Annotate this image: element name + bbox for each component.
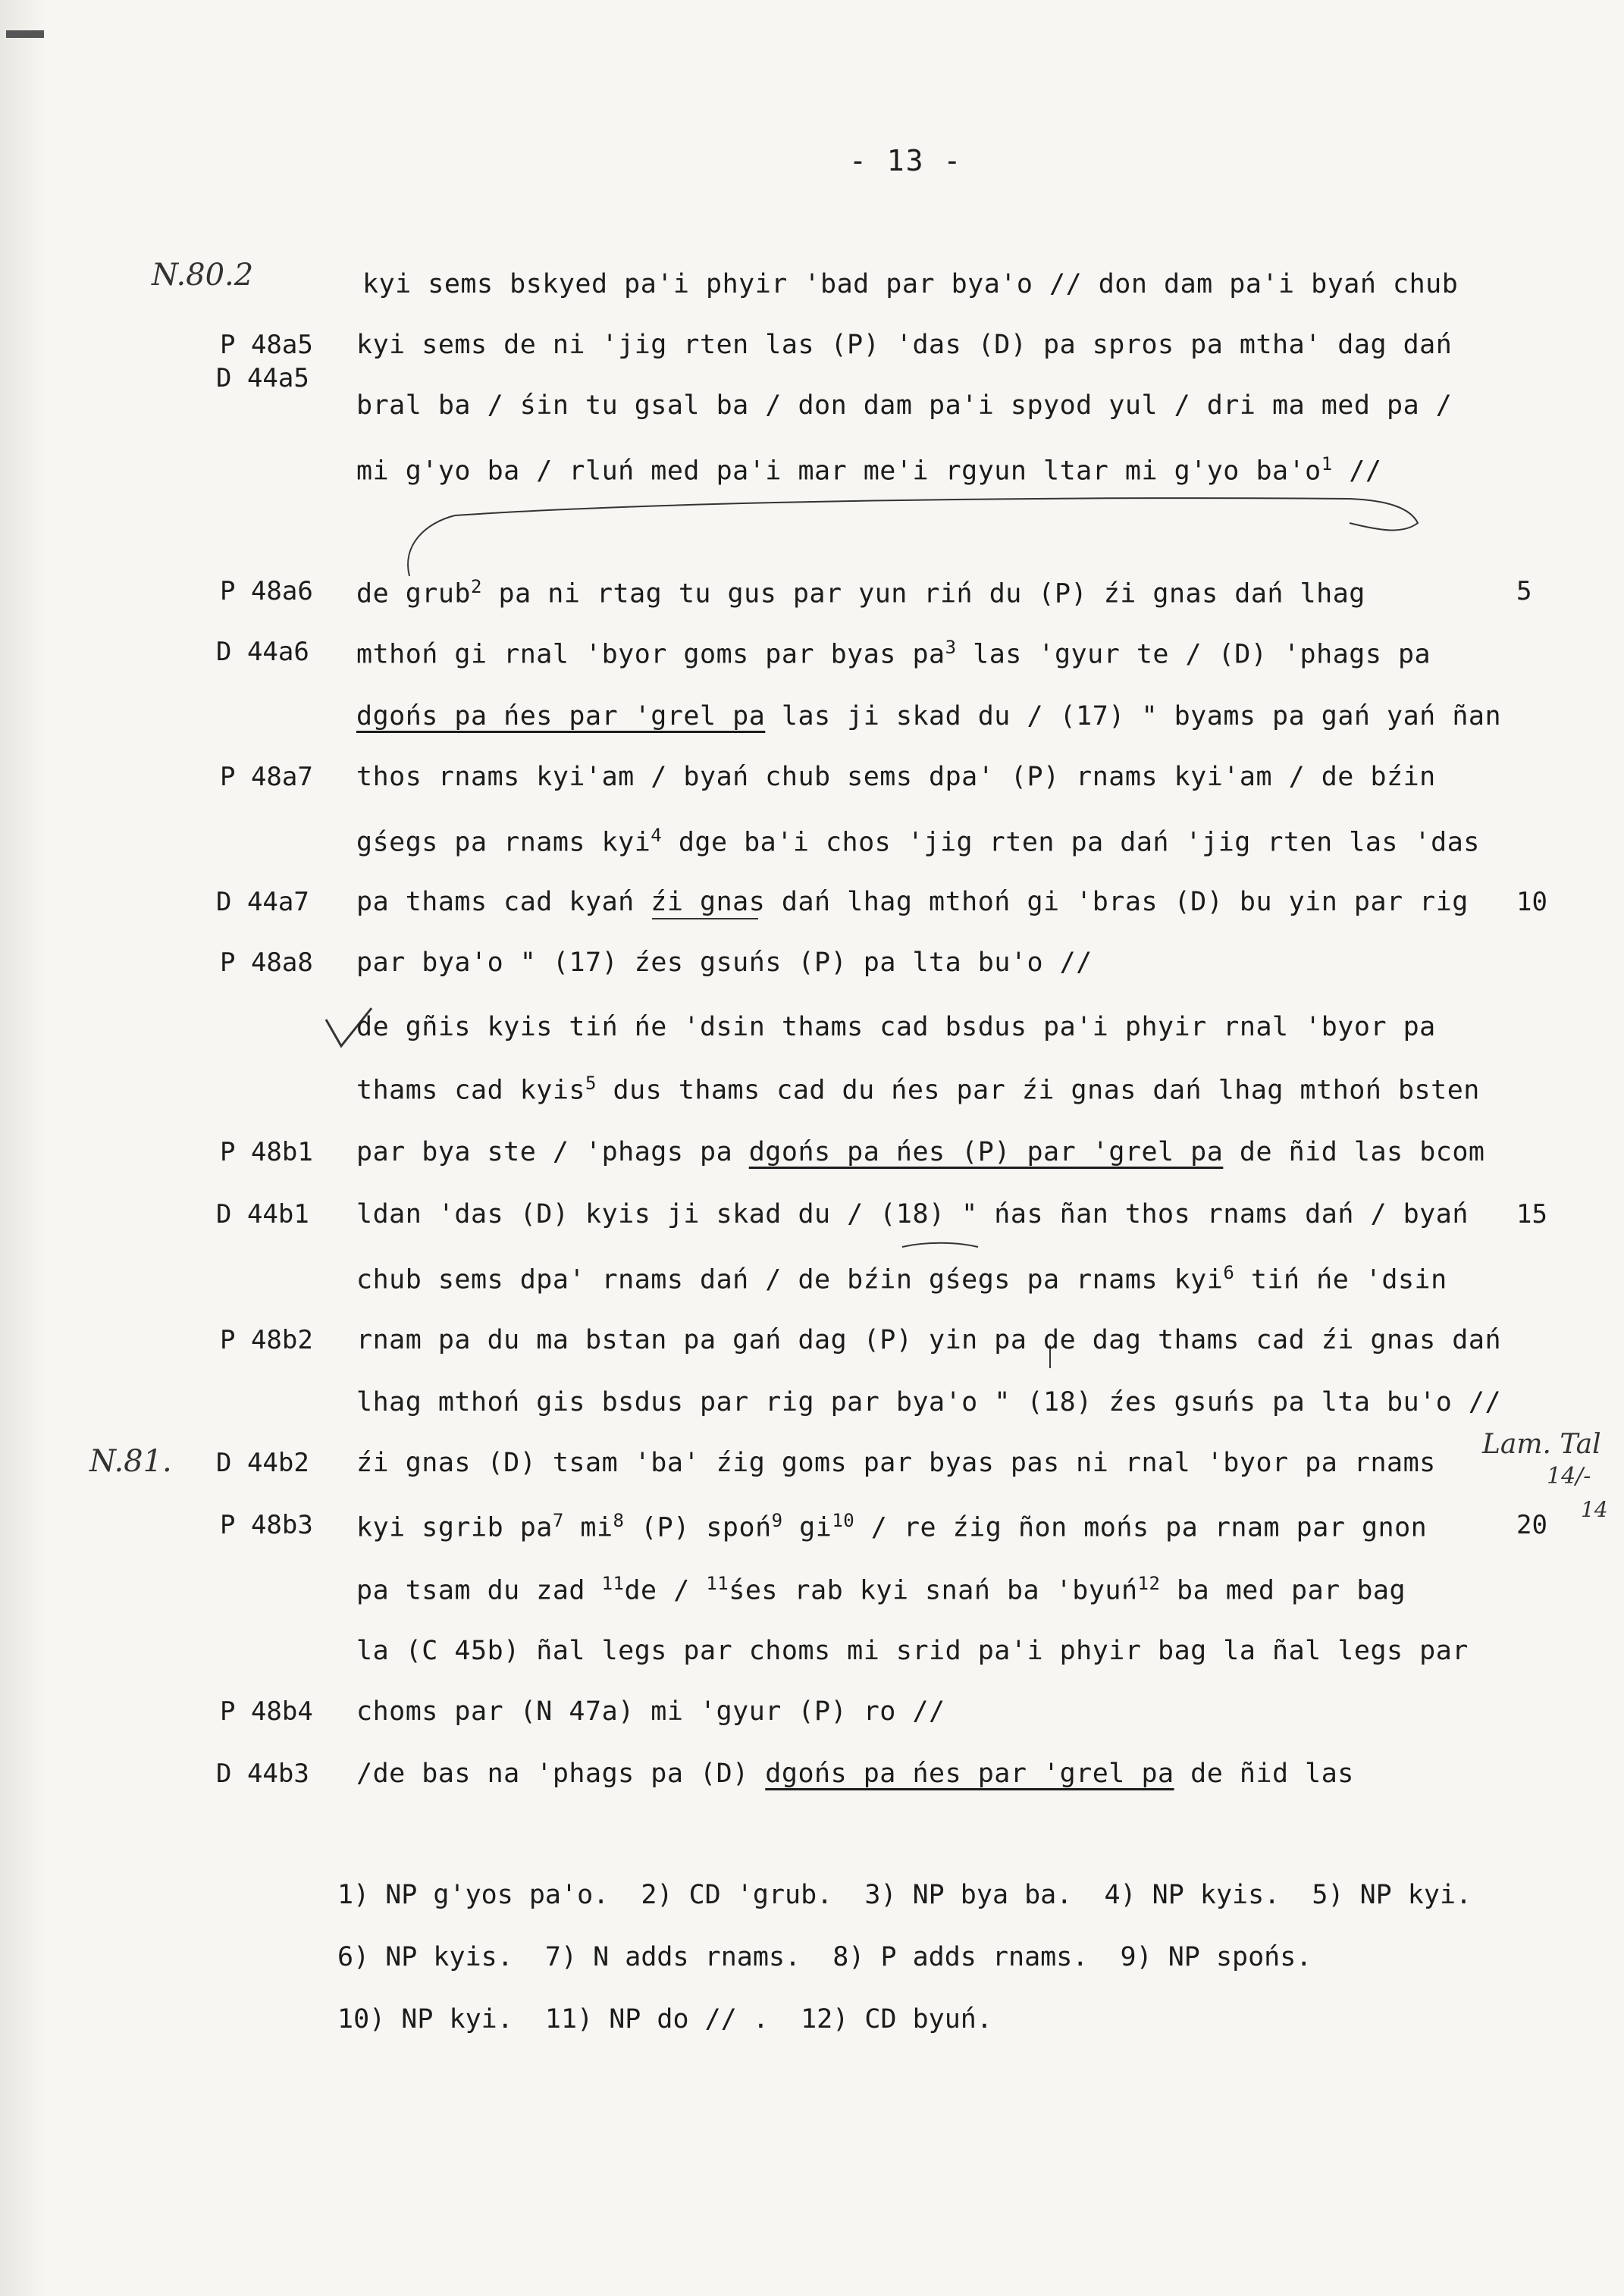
footnote-marker: 12 [1137, 1573, 1161, 1594]
text-line [0, 390, 1624, 451]
line-segment: lhag mthoń gis bsdus par rig par bya'o " [356, 1387, 1027, 1417]
footnote-marker: 7 [552, 1510, 564, 1531]
folio-reference: D 44a5 [216, 363, 309, 393]
line-segment: las 'gyur te / (D) 'phags pa [956, 639, 1431, 670]
text-line [0, 637, 1624, 697]
line-segment: gi [782, 1512, 832, 1543]
line-text [356, 1636, 1469, 1666]
line-segment: de grub [356, 578, 472, 609]
text-line [0, 1759, 1624, 1819]
line-text [356, 1262, 1447, 1295]
line-segment: (17) [552, 948, 619, 978]
line-text [356, 1137, 1484, 1167]
line-segment: de ñid las bcom [1223, 1137, 1485, 1167]
line-segment: de / [624, 1575, 707, 1606]
folio-reference: P 48a8 [220, 948, 313, 978]
folio-reference: P 48b3 [220, 1510, 313, 1540]
line-segment: kyi sgrib pa [356, 1512, 553, 1543]
line-segment: dge ba'i chos 'jig rten pa dań 'jig rten las 'das [662, 827, 1480, 858]
line-text [356, 1199, 1469, 1229]
line-text [356, 825, 1480, 858]
line-text [356, 887, 1469, 917]
folio-reference: D 44a6 [216, 637, 309, 667]
line-segment: pa ni rtag tu gus par yun riń du (P) źi gnas dań lhag [481, 578, 1365, 609]
text-line [0, 1012, 1624, 1073]
line-segment: (18) [879, 1199, 945, 1229]
line-segment: la (C 45b) ñal legs par choms mi srid pa'i phyir bag la ñal legs par [356, 1636, 1469, 1666]
text-line [0, 1573, 1624, 1634]
line-segment: thams cad kyis [356, 1075, 586, 1106]
text-line [0, 1636, 1624, 1696]
footnote-line: 1) NP g'yos pa'o. 2) CD 'grub. 3) NP bya ba. 4) NP kyis. 5) NP kyi. [337, 1880, 1472, 1910]
line-segment: rnam pa du ma bstan pa gań dag (P) yin pa de dag thams cad źi gnas dań [356, 1325, 1502, 1355]
line-segment: bral ba / śin tu gsal ba / don dam pa'i spyod yul / dri ma med pa / [356, 390, 1453, 421]
line-text [356, 330, 1452, 360]
margin-note-n80: N.80.2 [152, 258, 254, 293]
line-segment: pa thams cad kyań źi gnas dań lhag mthoń gi 'bras (D) bu yin par rig [356, 887, 1469, 917]
margin-note-right3: 14 [1581, 1497, 1608, 1522]
line-text [356, 1012, 1436, 1042]
folio-reference: P 48a7 [220, 762, 313, 792]
line-segment: thos rnams kyi'am / byań chub sems dpa' (P) rnams kyi'am / de bźin [356, 762, 1436, 792]
folio-reference: D 44b2 [216, 1448, 309, 1478]
footnote-line: 10) NP kyi. 11) NP do // . 12) CD byuń. [337, 2004, 992, 2034]
footnote-marker: 1 [1321, 453, 1333, 475]
text-line [0, 576, 1624, 637]
margin-note-right2: 14/- [1547, 1463, 1591, 1489]
line-segment: dus thams cad du ńes par źi gnas dań lhag mthoń bsten [596, 1075, 1480, 1106]
line-segment: chub sems dpa' rnams dań / de bźin gśegs pa rnams kyi [356, 1264, 1224, 1295]
line-segment: de ñid las [1174, 1759, 1354, 1789]
line-segment: ldan 'das (D) kyis ji skad du / [356, 1199, 880, 1229]
line-number: 10 [1516, 887, 1547, 917]
line-text [356, 1073, 1480, 1106]
text-line [0, 1696, 1624, 1757]
line-segment: / re źig ñon mońs pa rnam par gnon [854, 1512, 1428, 1543]
folio-reference: D 44b1 [216, 1199, 309, 1229]
text-line [0, 1387, 1624, 1448]
line-text [362, 269, 1458, 299]
line-text [356, 637, 1431, 670]
line-segment: // [1332, 456, 1382, 487]
line-segment: " byams pa gań yań ñan [1124, 701, 1502, 731]
folio-reference: D 44a7 [216, 887, 309, 917]
line-segment: źes gsuńs pa lta bu'o // [1092, 1387, 1502, 1417]
line-text [356, 1696, 945, 1727]
line-number: 20 [1516, 1510, 1547, 1540]
margin-note-right: Lam. Tal [1482, 1429, 1601, 1460]
line-segment: (17) [1059, 701, 1125, 731]
line-segment: don dam pa'i byań chub [1098, 269, 1459, 299]
footnote-marker: 9 [771, 1510, 783, 1531]
line-segment: gśegs pa rnams kyi [356, 827, 651, 858]
line-segment: las ji skad du / [765, 701, 1060, 731]
line-text [356, 1448, 1436, 1478]
line-segment: mthoń gi rnal 'byor goms par byas pa [356, 639, 945, 670]
line-text [356, 576, 1365, 609]
text-line [0, 269, 1624, 330]
footnote-marker: 3 [945, 637, 957, 658]
line-segment: kyi sems de ni 'jig rten las (P) 'das (D) pa spros pa mtha' dag dań [356, 330, 1453, 360]
text-line [0, 762, 1624, 822]
folio-reference: P 48b4 [220, 1696, 313, 1727]
line-text [356, 1573, 1406, 1606]
margin-note-n81: N.81. [89, 1444, 172, 1479]
footnote-marker: 5 [585, 1073, 597, 1094]
line-segment: śes rab kyi snań ba 'byuń [729, 1575, 1138, 1606]
line-segment: /de bas na 'phags pa (D) [356, 1759, 766, 1789]
line-segment: mi [563, 1512, 613, 1543]
folio-reference: P 48b1 [220, 1137, 313, 1167]
footnote-line: 6) NP kyis. 7) N adds rnams. 8) P adds rnams. 9) NP spońs. [337, 1942, 1312, 1972]
footnote-marker: 11 [601, 1573, 625, 1594]
line-segment: źi gnas (D) tsam 'ba' źig goms par byas pas ni rnal 'byor pa rnams [356, 1448, 1436, 1478]
line-segment: tiń ńe 'dsin [1234, 1264, 1447, 1295]
folio-reference: P 48a5 [220, 330, 313, 360]
folio-reference: P 48a6 [220, 576, 313, 606]
line-segment: par bya ste / 'phags pa [356, 1137, 749, 1167]
text-line [0, 1448, 1624, 1508]
folio-reference: D 44b3 [216, 1759, 309, 1789]
folio-reference: P 48b2 [220, 1325, 313, 1355]
line-segment: mi g'yo ba / rluń med pa'i mar me'i rgyun ltar mi g'yo ba'o [356, 456, 1321, 487]
line-text [356, 1387, 1501, 1417]
line-text [356, 701, 1501, 731]
text-line [0, 948, 1624, 1008]
text-line [0, 1325, 1624, 1386]
line-segment: dgońs pa ńes (P) par 'grel pa [748, 1137, 1224, 1167]
text-line [0, 1510, 1624, 1571]
line-segment: (18) [1027, 1387, 1093, 1417]
footnote-marker: 6 [1223, 1262, 1235, 1283]
footnote-marker: 2 [471, 576, 482, 597]
text-line [0, 887, 1624, 948]
text-line [0, 701, 1624, 762]
line-text [356, 453, 1381, 487]
text-line [0, 453, 1624, 514]
line-segment: choms par (N 47a) mi 'gyur (P) ro // [356, 1696, 945, 1727]
text-line [0, 825, 1624, 885]
line-text [356, 1325, 1501, 1355]
line-text [356, 948, 1093, 978]
line-segment: dgońs pa ńes par 'grel pa [765, 1759, 1174, 1789]
footnote-marker: 11 [706, 1573, 729, 1594]
text-line [0, 1073, 1624, 1133]
line-text [356, 1759, 1354, 1789]
line-text [356, 390, 1452, 421]
line-segment: de gñis kyis tiń ńe 'dsin thams cad bsdus pa'i phyir rnal 'byor pa [356, 1012, 1436, 1042]
footnote-marker: 4 [651, 825, 663, 846]
line-number: 15 [1516, 1199, 1547, 1229]
text-line [0, 1199, 1624, 1260]
line-segment: pa tsam du zad [356, 1575, 602, 1606]
line-segment: par bya'o " [356, 948, 553, 978]
page-number: - 13 - [849, 144, 963, 177]
text-line [0, 330, 1624, 393]
line-number: 5 [1516, 576, 1532, 606]
footnote-marker: 8 [613, 1510, 625, 1531]
line-segment: źes gsuńs (P) pa lta bu'o // [618, 948, 1093, 978]
line-segment: (P) spoń [624, 1512, 772, 1543]
line-segment: kyi sems bskyed pa'i phyir 'bad par bya'o // [362, 269, 1099, 299]
line-segment: dgońs pa ńes par 'grel pa [356, 701, 766, 731]
footnote-marker: 10 [832, 1510, 855, 1531]
line-segment: ba med par bag [1160, 1575, 1406, 1606]
line-text [356, 1510, 1427, 1543]
text-line [0, 1137, 1624, 1198]
line-segment: " ńas ñan thos rnams dań / byań [945, 1199, 1469, 1229]
line-text [356, 762, 1436, 792]
text-line [0, 1262, 1624, 1323]
